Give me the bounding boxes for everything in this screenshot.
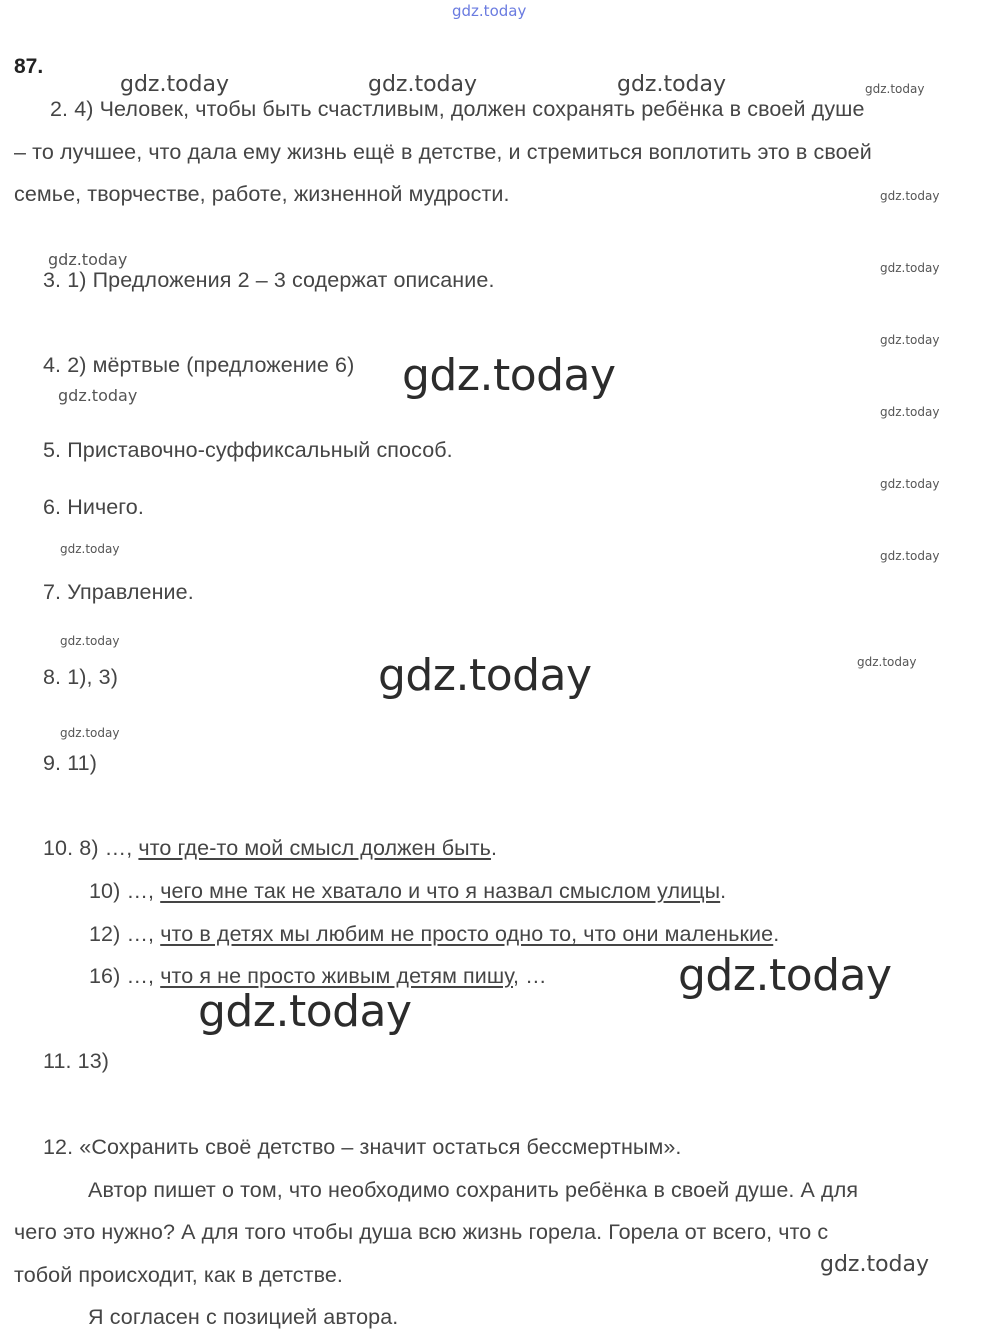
answer-12-paragraph-line-2: чего это нужно? А для того чтобы душа всю жизнь горела. Горела от всего, что с xyxy=(14,1220,829,1244)
watermark: gdz.today xyxy=(48,250,128,269)
watermark: gdz.today xyxy=(120,72,230,97)
watermark: gdz.today xyxy=(820,1252,930,1277)
answer-2-line-2: – то лучшее, что дала ему жизнь ещё в детстве, и стремиться воплотить это в своей xyxy=(14,140,872,164)
answer-12-paragraph-line-1: Автор пишет о том, что необходимо сохранить ребёнка в своей душе. А для xyxy=(88,1178,859,1202)
underlined-clause: что я не просто живым детям пишу xyxy=(160,964,513,988)
answer-12-conclusion: Я согласен с позицией автора. xyxy=(88,1305,399,1329)
answer-10-row-2 xyxy=(89,879,726,904)
watermark: gdz.today xyxy=(880,477,940,491)
answer-2-line-1: 2. 4) Человек, чтобы быть счастливым, должен сохранять ребёнка в своей душе xyxy=(50,97,865,121)
row-end: . xyxy=(773,922,780,946)
watermark-large: gdz.today xyxy=(678,950,892,1001)
watermark: gdz.today xyxy=(60,726,120,740)
watermark: gdz.today xyxy=(58,386,138,405)
watermark-large: gdz.today xyxy=(198,986,412,1037)
watermark: gdz.today xyxy=(617,72,727,97)
underlined-clause: что в детях мы любим не просто одно то, что они маленькие xyxy=(160,922,774,946)
watermark: gdz.today xyxy=(880,189,940,203)
answer-11: 11. 13) xyxy=(43,1049,110,1073)
answer-6: 6. Ничего. xyxy=(43,495,144,519)
watermark-large: gdz.today xyxy=(378,650,592,701)
watermark: gdz.today xyxy=(857,655,917,669)
watermark: gdz.today xyxy=(880,549,940,563)
watermark: gdz.today xyxy=(880,261,940,275)
answer-3: 3. 1) Предложения 2 – 3 содержат описание. xyxy=(43,268,495,292)
answer-4: 4. 2) мёртвые (предложение 6) xyxy=(43,353,355,377)
underlined-clause: что где-то мой смысл должен быть xyxy=(138,836,491,860)
top-watermark: gdz.today xyxy=(452,2,527,20)
answer-5: 5. Приставочно-суффиксальный способ. xyxy=(43,438,453,462)
row-end: . xyxy=(490,836,498,860)
answer-10-row-3 xyxy=(89,922,779,947)
answer-8: 8. 1), 3) xyxy=(43,665,118,689)
row-prefix: 12) …, xyxy=(89,922,161,946)
answer-2-line-3: семье, творчестве, работе, жизненной мудрости. xyxy=(14,182,510,206)
watermark: gdz.today xyxy=(60,634,120,648)
watermark: gdz.today xyxy=(880,405,940,419)
watermark: gdz.today xyxy=(865,82,925,96)
row-prefix: 10) …, xyxy=(89,879,161,903)
answer-10-row-1 xyxy=(43,836,497,861)
watermark: gdz.today xyxy=(368,72,478,97)
watermark: gdz.today xyxy=(880,333,940,347)
row-prefix: 10. 8) …, xyxy=(43,836,139,860)
answer-12-line-1: 12. «Сохранить своё детство – значит остаться бессмертным». xyxy=(43,1135,682,1159)
watermark-large: gdz.today xyxy=(402,350,616,401)
answer-9: 9. 11) xyxy=(43,751,97,775)
row-end: , … xyxy=(512,964,547,988)
watermark: gdz.today xyxy=(60,542,120,556)
row-end: . xyxy=(720,879,727,903)
underlined-clause: чего мне так не хватало и что я назвал смыслом улицы xyxy=(160,879,721,903)
task-number: 87. xyxy=(14,55,44,78)
row-prefix: 16) …, xyxy=(89,964,161,988)
answer-12-paragraph-line-3: тобой происходит, как в детстве. xyxy=(14,1263,344,1287)
answer-7: 7. Управление. xyxy=(43,580,194,604)
